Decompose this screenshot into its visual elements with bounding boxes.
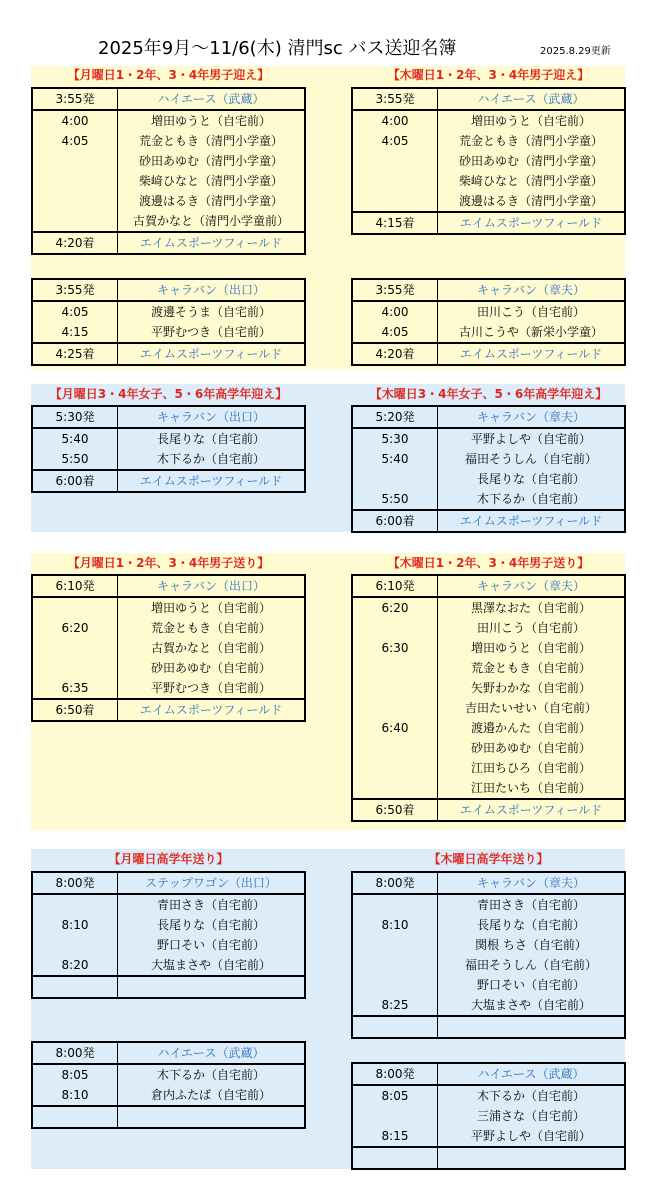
stop-time [352, 678, 438, 698]
stop-time: 4:05 [32, 301, 118, 322]
passenger-name: 柴﨑ひなと（清門小学童） [438, 171, 626, 191]
section-header: 【月曜日1・2年、3・4年男子迎え】 [67, 68, 270, 82]
destination: エイムスポーツフィールド [118, 699, 306, 721]
table-row [352, 1085, 625, 1106]
arrival-time: 6:50着 [32, 699, 118, 721]
passenger-name: 三浦さな（自宅前） [438, 1106, 626, 1126]
passenger-name: 平野むつき（自宅前） [118, 322, 306, 343]
bus-table [351, 1062, 626, 1170]
destination: エイムスポーツフィールド [438, 212, 626, 234]
destination [118, 1106, 306, 1128]
arrival-time [32, 976, 118, 998]
vehicle-name: キャラバン（章夫） [438, 872, 626, 894]
passenger-name: 青田さき（自宅前） [118, 894, 306, 915]
table-row [32, 894, 305, 915]
stop-time: 8:20 [32, 955, 118, 976]
table-row [352, 131, 625, 151]
arrival-time: 4:25着 [32, 343, 118, 365]
stop-time [32, 191, 118, 211]
stop-time: 6:20 [352, 597, 438, 618]
passenger-name: 木下るか（自宅前） [118, 449, 306, 470]
bus-table [31, 871, 306, 999]
table-row [352, 935, 625, 955]
table-row [32, 428, 305, 449]
stop-time [352, 698, 438, 718]
passenger-name: 荒金ともき（清門小学童） [118, 131, 306, 151]
table-row [32, 171, 305, 191]
table-footer-row [352, 799, 625, 821]
passenger-name: 田川こう（自宅前） [438, 618, 626, 638]
table-row [352, 995, 625, 1016]
stop-time: 4:00 [352, 110, 438, 131]
departure-time: 8:00発 [32, 1042, 118, 1064]
passenger-name: 黒澤なおた（自宅前） [438, 597, 626, 618]
table-footer-row [32, 232, 305, 254]
destination [118, 976, 306, 998]
passenger-name: 倉内ふたば（自宅前） [118, 1085, 306, 1106]
passenger-name: 長尾りな（自宅前） [438, 469, 626, 489]
departure-time: 3:55発 [352, 88, 438, 110]
passenger-name: 砂田あゆむ（自宅前） [118, 658, 306, 678]
destination: エイムスポーツフィールド [118, 232, 306, 254]
stop-time: 8:05 [352, 1085, 438, 1106]
table-header-row [352, 406, 625, 428]
stop-time [32, 151, 118, 171]
passenger-name: 長尾りな（自宅前） [118, 915, 306, 935]
stop-time: 5:40 [32, 428, 118, 449]
departure-time: 5:30発 [32, 406, 118, 428]
arrival-time: 4:20着 [32, 232, 118, 254]
bus-table [31, 1041, 306, 1129]
stop-time: 4:00 [352, 301, 438, 322]
table-row [352, 191, 625, 212]
table-footer-row [352, 343, 625, 365]
passenger-name: 砂田あゆむ（自宅前） [438, 738, 626, 758]
vehicle-name: ステップワゴン（出口） [118, 872, 306, 894]
destination: エイムスポーツフィールド [438, 343, 626, 365]
stop-time: 6:30 [352, 638, 438, 658]
table-row [352, 955, 625, 975]
table-header-row [352, 279, 625, 301]
stop-time [352, 935, 438, 955]
table-footer-row [32, 343, 305, 365]
destination [438, 1147, 626, 1169]
table-row [352, 778, 625, 799]
stop-time: 8:15 [352, 1126, 438, 1147]
table-row [352, 758, 625, 778]
bus-table [351, 871, 626, 1039]
table-row [32, 915, 305, 935]
section-header: 【月曜日3・4年女子、5・6年高学年迎え】 [49, 387, 288, 401]
table-footer-row [32, 976, 305, 998]
bus-table [351, 574, 626, 822]
arrival-time: 4:20着 [352, 343, 438, 365]
passenger-name: 増田ゆうと（自宅前） [118, 110, 306, 131]
arrival-time [32, 1106, 118, 1128]
passenger-name: 長尾りな（自宅前） [438, 915, 626, 935]
vehicle-name: ハイエース（武蔵） [438, 88, 626, 110]
table-row [352, 151, 625, 171]
stop-time [352, 171, 438, 191]
bus-table [351, 405, 626, 533]
table-footer-row [352, 1147, 625, 1169]
table-header-row [352, 1063, 625, 1085]
passenger-name: 田川こう（自宅前） [438, 301, 626, 322]
table-header-row [352, 872, 625, 894]
departure-time: 8:00発 [352, 872, 438, 894]
table-row [32, 638, 305, 658]
table-row [32, 1085, 305, 1106]
table-header-row [352, 575, 625, 597]
page-title: 2025年9月～11/6(木) 清門sc バス送迎名簿 [98, 38, 457, 59]
passenger-name: 古賀かなと（自宅前） [118, 638, 306, 658]
stop-time [32, 211, 118, 232]
table-header-row [32, 88, 305, 110]
section-header: 【木曜日1・2年、3・4年男子送り】 [387, 556, 590, 570]
table-row [352, 915, 625, 935]
departure-time: 6:10発 [32, 575, 118, 597]
table-row [32, 110, 305, 131]
stop-time [32, 935, 118, 955]
stop-time [352, 738, 438, 758]
table-row [352, 428, 625, 449]
bus-table [31, 405, 306, 493]
table-row [32, 618, 305, 638]
stop-time: 6:40 [352, 718, 438, 738]
stop-time [352, 618, 438, 638]
table-row [32, 935, 305, 955]
passenger-name: 平野よしや（自宅前） [438, 428, 626, 449]
arrival-time: 4:15着 [352, 212, 438, 234]
departure-time: 3:55発 [32, 279, 118, 301]
stop-time [352, 894, 438, 915]
passenger-name: 福田そうしん（自宅前） [438, 955, 626, 975]
passenger-name: 増田ゆうと（自宅前） [118, 597, 306, 618]
passenger-name: 砂田あゆむ（清門小学童） [118, 151, 306, 171]
destination: エイムスポーツフィールド [118, 470, 306, 492]
departure-time: 3:55発 [352, 279, 438, 301]
stop-time: 8:05 [32, 1064, 118, 1085]
passenger-name: 渡邊はるき（清門小学童） [118, 191, 306, 211]
stop-time: 5:50 [32, 449, 118, 470]
bus-table [31, 278, 306, 366]
passenger-name: 増田ゆうと（自宅前） [438, 110, 626, 131]
passenger-name: 青田さき（自宅前） [438, 894, 626, 915]
passenger-name: 大塩まさや（自宅前） [118, 955, 306, 976]
table-footer-row [352, 510, 625, 532]
section-header: 【木曜日高学年送り】 [428, 852, 549, 866]
section-header: 【月曜日高学年送り】 [108, 852, 229, 866]
stop-time [352, 1106, 438, 1126]
vehicle-name: キャラバン（章夫） [438, 406, 626, 428]
stop-time [352, 658, 438, 678]
table-row [32, 131, 305, 151]
destination: エイムスポーツフィールド [438, 510, 626, 532]
stop-time [352, 778, 438, 799]
updated-date: 2025.8.29更新 [540, 46, 611, 57]
table-row [352, 489, 625, 510]
passenger-name: 野口そい（自宅前） [118, 935, 306, 955]
table-header-row [32, 279, 305, 301]
stop-time: 4:00 [32, 110, 118, 131]
passenger-name: 福田そうしん（自宅前） [438, 449, 626, 469]
table-row [32, 658, 305, 678]
departure-time: 8:00発 [352, 1063, 438, 1085]
table-row [352, 469, 625, 489]
table-row [352, 301, 625, 322]
stop-time: 8:25 [352, 995, 438, 1016]
table-row [32, 678, 305, 699]
stop-time [352, 975, 438, 995]
table-header-row [352, 88, 625, 110]
arrival-time [352, 1147, 438, 1169]
stop-time [352, 151, 438, 171]
table-header-row [32, 1042, 305, 1064]
stop-time: 4:05 [32, 131, 118, 151]
bus-table [351, 87, 626, 235]
passenger-name: 野口そい（自宅前） [438, 975, 626, 995]
bus-table [31, 574, 306, 722]
departure-time: 5:20発 [352, 406, 438, 428]
table-row [352, 638, 625, 658]
stop-time: 8:10 [352, 915, 438, 935]
table-row [352, 718, 625, 738]
vehicle-name: キャラバン（章夫） [438, 575, 626, 597]
passenger-name: 矢野わかな（自宅前） [438, 678, 626, 698]
section-header: 【木曜日1・2年、3・4年男子迎え】 [387, 68, 590, 82]
stop-time [32, 894, 118, 915]
table-row [352, 110, 625, 131]
table-row [352, 322, 625, 343]
departure-time: 3:55発 [32, 88, 118, 110]
table-footer-row [32, 470, 305, 492]
arrival-time: 6:50着 [352, 799, 438, 821]
stop-time [352, 955, 438, 975]
destination [438, 1016, 626, 1038]
departure-time: 8:00発 [32, 872, 118, 894]
stop-time [352, 469, 438, 489]
section-header: 【木曜日3・4年女子、5・6年高学年迎え】 [369, 387, 608, 401]
vehicle-name: キャラバン（出口） [118, 406, 306, 428]
arrival-time [352, 1016, 438, 1038]
table-row [32, 955, 305, 976]
table-row [352, 658, 625, 678]
stop-time: 5:40 [352, 449, 438, 469]
table-row [32, 449, 305, 470]
stop-time: 5:50 [352, 489, 438, 510]
table-row [352, 975, 625, 995]
vehicle-name: ハイエース（武蔵） [118, 1042, 306, 1064]
table-row [352, 678, 625, 698]
vehicle-name: ハイエース（武蔵） [438, 1063, 626, 1085]
passenger-name: 増田ゆうと（自宅前） [438, 638, 626, 658]
passenger-name: 渡邊そうま（自宅前） [118, 301, 306, 322]
table-footer-row [352, 212, 625, 234]
vehicle-name: キャラバン（出口） [118, 279, 306, 301]
stop-time [352, 758, 438, 778]
stop-time [32, 638, 118, 658]
stop-time: 5:30 [352, 428, 438, 449]
stop-time [32, 597, 118, 618]
stop-time: 8:10 [32, 915, 118, 935]
departure-time: 6:10発 [352, 575, 438, 597]
vehicle-name: ハイエース（武蔵） [118, 88, 306, 110]
passenger-name: 荒金ともき（自宅前） [438, 658, 626, 678]
stop-time: 6:20 [32, 618, 118, 638]
table-row [32, 597, 305, 618]
stop-time: 8:10 [32, 1085, 118, 1106]
table-footer-row [352, 1016, 625, 1038]
passenger-name: 長尾りな（自宅前） [118, 428, 306, 449]
table-row [352, 597, 625, 618]
table-row [352, 449, 625, 469]
destination: エイムスポーツフィールド [438, 799, 626, 821]
stop-time [32, 658, 118, 678]
table-footer-row [32, 699, 305, 721]
destination: エイムスポーツフィールド [118, 343, 306, 365]
stop-time: 6:35 [32, 678, 118, 699]
passenger-name: 平野むつき（自宅前） [118, 678, 306, 699]
passenger-name: 荒金ともき（自宅前） [118, 618, 306, 638]
table-row [352, 618, 625, 638]
vehicle-name: キャラバン（出口） [118, 575, 306, 597]
document-title-bar [0, 34, 656, 60]
table-row [32, 211, 305, 232]
table-header-row [32, 575, 305, 597]
table-header-row [32, 406, 305, 428]
passenger-name: 江田ちひろ（自宅前） [438, 758, 626, 778]
table-row [32, 151, 305, 171]
table-row [352, 738, 625, 758]
passenger-name: 木下るか（自宅前） [438, 1085, 626, 1106]
table-footer-row [32, 1106, 305, 1128]
passenger-name: 関根 ちさ（自宅前） [438, 935, 626, 955]
stop-time: 4:05 [352, 322, 438, 343]
passenger-name: 柴﨑ひなと（清門小学童） [118, 171, 306, 191]
passenger-name: 古賀かなと（清門小学童前） [118, 211, 306, 232]
passenger-name: 砂田あゆむ（清門小学童） [438, 151, 626, 171]
table-row [32, 1064, 305, 1085]
passenger-name: 渡邉かんた（自宅前） [438, 718, 626, 738]
passenger-name: 木下るか（自宅前） [118, 1064, 306, 1085]
bus-table [351, 278, 626, 366]
table-row [32, 322, 305, 343]
passenger-name: 平野よしや（自宅前） [438, 1126, 626, 1147]
passenger-name: 江田たいち（自宅前） [438, 778, 626, 799]
stop-time [32, 171, 118, 191]
table-row [32, 301, 305, 322]
passenger-name: 古川こうや（新栄小学童） [438, 322, 626, 343]
arrival-time: 6:00着 [352, 510, 438, 532]
table-row [352, 1106, 625, 1126]
table-row [352, 698, 625, 718]
vehicle-name: キャラバン（章夫） [438, 279, 626, 301]
table-row [352, 894, 625, 915]
table-row [352, 171, 625, 191]
table-header-row [32, 872, 305, 894]
passenger-name: 荒金ともき（清門小学童） [438, 131, 626, 151]
passenger-name: 吉田たいせい（自宅前） [438, 698, 626, 718]
arrival-time: 6:00着 [32, 470, 118, 492]
passenger-name: 渡邊はるき（清門小学童） [438, 191, 626, 212]
passenger-name: 木下るか（自宅前） [438, 489, 626, 510]
stop-time: 4:15 [32, 322, 118, 343]
stop-time [352, 191, 438, 212]
bus-table [31, 87, 306, 255]
stop-time: 4:05 [352, 131, 438, 151]
passenger-name: 大塩まさや（自宅前） [438, 995, 626, 1016]
section-header: 【月曜日1・2年、3・4年男子送り】 [67, 556, 270, 570]
table-row [32, 191, 305, 211]
table-row [352, 1126, 625, 1147]
